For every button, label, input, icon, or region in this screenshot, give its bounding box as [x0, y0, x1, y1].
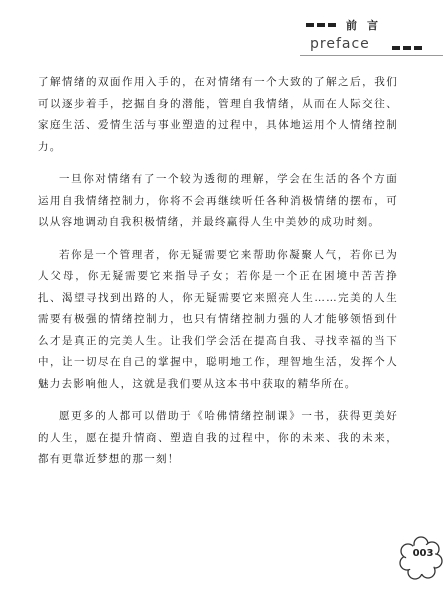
running-header — [306, 17, 436, 33]
body-text — [38, 72, 398, 482]
paragraph-3: 若你是一个管理者，你无疑需要它来帮助你凝聚人气，若你已为人父母，你无疑需要它来指导子女；若你是一个正在困境中苦苦挣扎、渴望寻找到出路的人，你无疑需要它来照亮人生……完美的人生需要有极强的情绪控制力，也只有情绪控制力强的人才能够领悟到什么才是真正的完美人生。让我们学会活在提高自我、寻找幸福的当下中，让一切尽在自己的掌握中，聪明地工作，理智地生活，发挥个人魅力去影响他人，这就是我们要从这本书中获取的精华所在。 — [38, 248, 398, 390]
paragraph-2: 一旦你对情绪有了一个较为透彻的理解，学会在生活的各个方面运用自我情绪控制力，你将不会再继续听任各种消极情绪的摆布，可以从容地调动自我积极情绪，并最终赢得人生中美妙的成功时刻。 — [38, 173, 398, 228]
header-dash-decoration — [306, 23, 336, 27]
paragraph-1: 了解情绪的双面作用入手的，在对情绪有一个大致的了解之后，我们可以逐步着手，挖掘自身的潜能，管理自我情绪，从而在人际交往、家庭生活、爱情生活与事业塑造的过程中，具体地运用个人情绪控制力。 — [38, 76, 398, 153]
header-rule — [300, 55, 443, 56]
page-number: 003 — [412, 548, 434, 559]
chapter-title-cn: 前言 — [346, 19, 388, 32]
paragraph-4: 愿更多的人都可以借助于《哈佛情绪控制课》一书，获得更美好的人生，愿在提升情商、塑造自我的过程中，你的未来、我的未来，都有更靠近梦想的那一刻！ — [38, 410, 398, 465]
page-number-badge — [398, 535, 443, 581]
header-dash-decoration-right — [392, 46, 422, 50]
chapter-title-en: preface — [310, 36, 370, 52]
